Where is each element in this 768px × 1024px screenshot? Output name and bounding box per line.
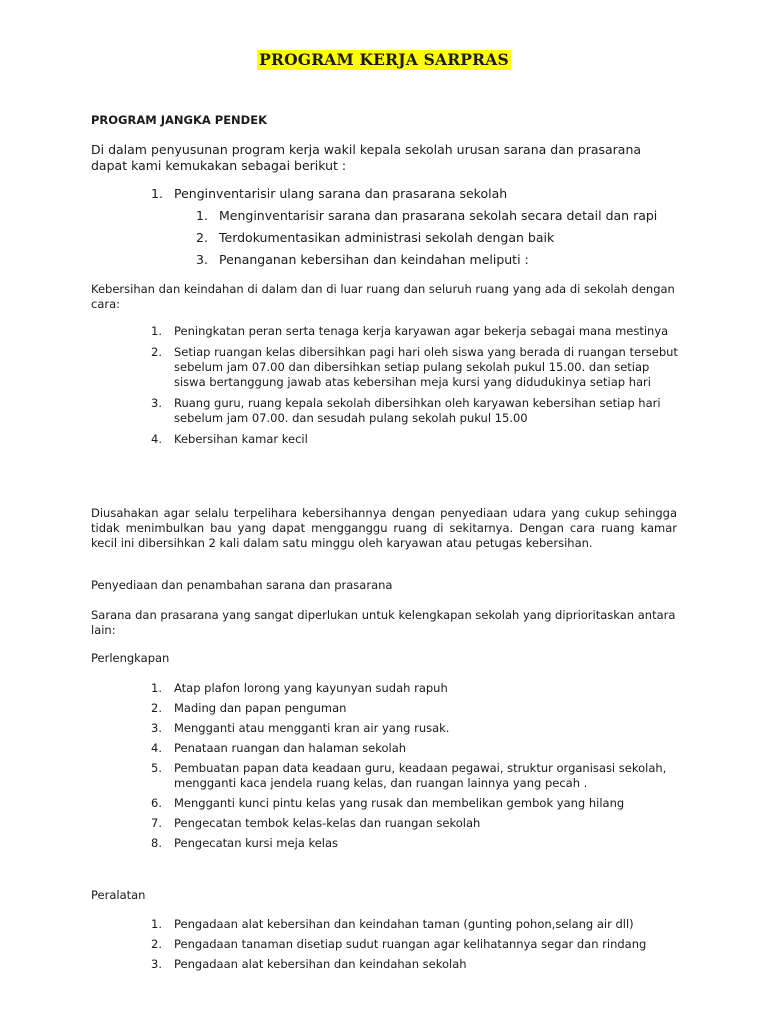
list-text: Pengadaan alat kebersihan dan keindahan taman (gunting pohon,selang air dll): [174, 917, 634, 931]
list-c: [151, 681, 684, 851]
list-number: 1.: [151, 186, 163, 201]
list-text: Pengecatan kursi meja kelas: [174, 836, 339, 850]
list-text: Pengadaan tanaman disetiap sudut ruangan agar kelihatannya segar dan rindang: [174, 937, 647, 951]
list-number: 5.: [151, 761, 162, 775]
document-title: PROGRAM KERJA SARPRAS: [259, 50, 509, 69]
list-text: Pengecatan tembok kelas-kelas dan ruangan sekolah: [174, 816, 481, 830]
list-text: Mengganti kunci pintu kelas yang rusak dan membelikan gembok yang hilang: [174, 796, 625, 810]
list-text: Penanganan kebersihan dan keindahan meliputi :: [219, 252, 529, 267]
kebersihan-intro: Kebersihan dan keindahan di dalam dan di luar ruang dan seluruh ruang yang ada di sekolah dengan cara:: [91, 282, 675, 311]
list-number: 7.: [151, 816, 162, 830]
list-item: [151, 836, 684, 851]
list-number: 8.: [151, 836, 162, 850]
list-number: 3.: [196, 252, 208, 267]
list-item: [151, 432, 684, 447]
list-a-sub: [196, 208, 699, 268]
list-number: 1.: [151, 324, 162, 338]
list-number: 4.: [151, 432, 162, 446]
list-item: [151, 721, 684, 736]
list-item: [151, 186, 694, 202]
list-number: 1.: [151, 917, 162, 931]
list-number: 2.: [151, 937, 162, 951]
list-number: 3.: [151, 721, 162, 735]
list-item: [151, 917, 694, 932]
list-item: [151, 681, 684, 696]
list-text: Mading dan papan penguman: [174, 701, 347, 715]
intro-paragraph: Di dalam penyusunan program kerja wakil kepala sekolah urusan sarana dan prasarana dapat kami kemukakan sebagai berikut :: [91, 142, 642, 173]
list-number: 2.: [151, 345, 162, 359]
list-number: 3.: [151, 396, 162, 410]
list-number: 1.: [151, 681, 162, 695]
list-number: 3.: [151, 957, 162, 971]
list-item: [151, 937, 694, 952]
list-number: 2.: [151, 701, 162, 715]
list-item: [151, 396, 684, 426]
list-item: [151, 324, 684, 339]
list-item: [196, 252, 699, 268]
list-text: Menginventarisir sarana dan prasarana sekolah secara detail dan rapi: [219, 208, 658, 223]
list-text: Pengadaan alat kebersihan dan keindahan sekolah: [174, 957, 467, 971]
list-item: [196, 230, 699, 246]
diusahakan-paragraph: Diusahakan agar selalu terpelihara kebersihannya dengan penyediaan udara yang cukup sehingga tidak menimbulkan bau yang dapat mengganggu ruang di sekitarnya. Dengan cara ruang kamar kecil ini dibersihkan 2 kali dalam satu minggu oleh karyawan atau petugas kebersihan.: [91, 506, 677, 550]
list-item: [196, 208, 699, 224]
list-text: Penginventarisir ulang sarana dan prasarana sekolah: [174, 186, 508, 201]
list-number: 4.: [151, 741, 162, 755]
peralatan-label: Peralatan: [91, 888, 146, 902]
list-item: [151, 957, 694, 972]
title-wrap: [0, 50, 768, 70]
list-text: Penataan ruangan dan halaman sekolah: [174, 741, 407, 755]
list-text: Atap plafon lorong yang kayunyan sudah rapuh: [174, 681, 448, 695]
list-number: 1.: [196, 208, 208, 223]
list-text: Kebersihan kamar kecil: [174, 432, 308, 446]
list-text: Terdokumentasikan administrasi sekolah dengan baik: [219, 230, 555, 245]
list-text: Peningkatan peran serta tenaga kerja karyawan agar bekerja sebagai mana mestinya: [174, 324, 669, 338]
section-heading: PROGRAM JANGKA PENDEK: [91, 113, 267, 127]
list-item: [151, 816, 684, 831]
list-number: 6.: [151, 796, 162, 810]
list-text: Ruang guru, ruang kepala sekolah dibersihkan oleh karyawan kebersihan setiap hari sebelum jam 07.00. dan sesudah pulang sekolah pukul 15.00: [174, 396, 661, 425]
list-item: [151, 761, 684, 791]
penyediaan-line: Penyediaan dan penambahan sarana dan prasarana: [91, 578, 393, 592]
list-d: [151, 917, 694, 972]
perlengkapan-label: Perlengkapan: [91, 651, 170, 665]
list-text: Pembuatan papan data keadaan guru, keadaan pegawai, struktur organisasi sekolah, mengganti kaca jendela ruang kelas, dan ruangan lainnya yang pecah .: [174, 761, 667, 790]
list-b: [151, 324, 684, 447]
list-text: Mengganti atau mengganti kran air yang rusak.: [174, 721, 450, 735]
sarana-intro: Sarana dan prasarana yang sangat diperlukan untuk kelengkapan sekolah yang diprioritaskan antara lain:: [91, 608, 676, 637]
list-item: [151, 741, 684, 756]
list-text: Setiap ruangan kelas dibersihkan pagi hari oleh siswa yang berada di ruangan tersebut sebelum jam 07.00 dan dibersihkan setiap pulang sekolah pukul 15.00. dan setiap siswa bertanggung jawab atas kebersihan meja kursi yang didudukinya setiap hari: [174, 345, 678, 389]
list-item: [151, 345, 684, 390]
list-item: [151, 796, 684, 811]
list-a: [151, 186, 694, 202]
list-item: [151, 701, 684, 716]
list-number: 2.: [196, 230, 208, 245]
